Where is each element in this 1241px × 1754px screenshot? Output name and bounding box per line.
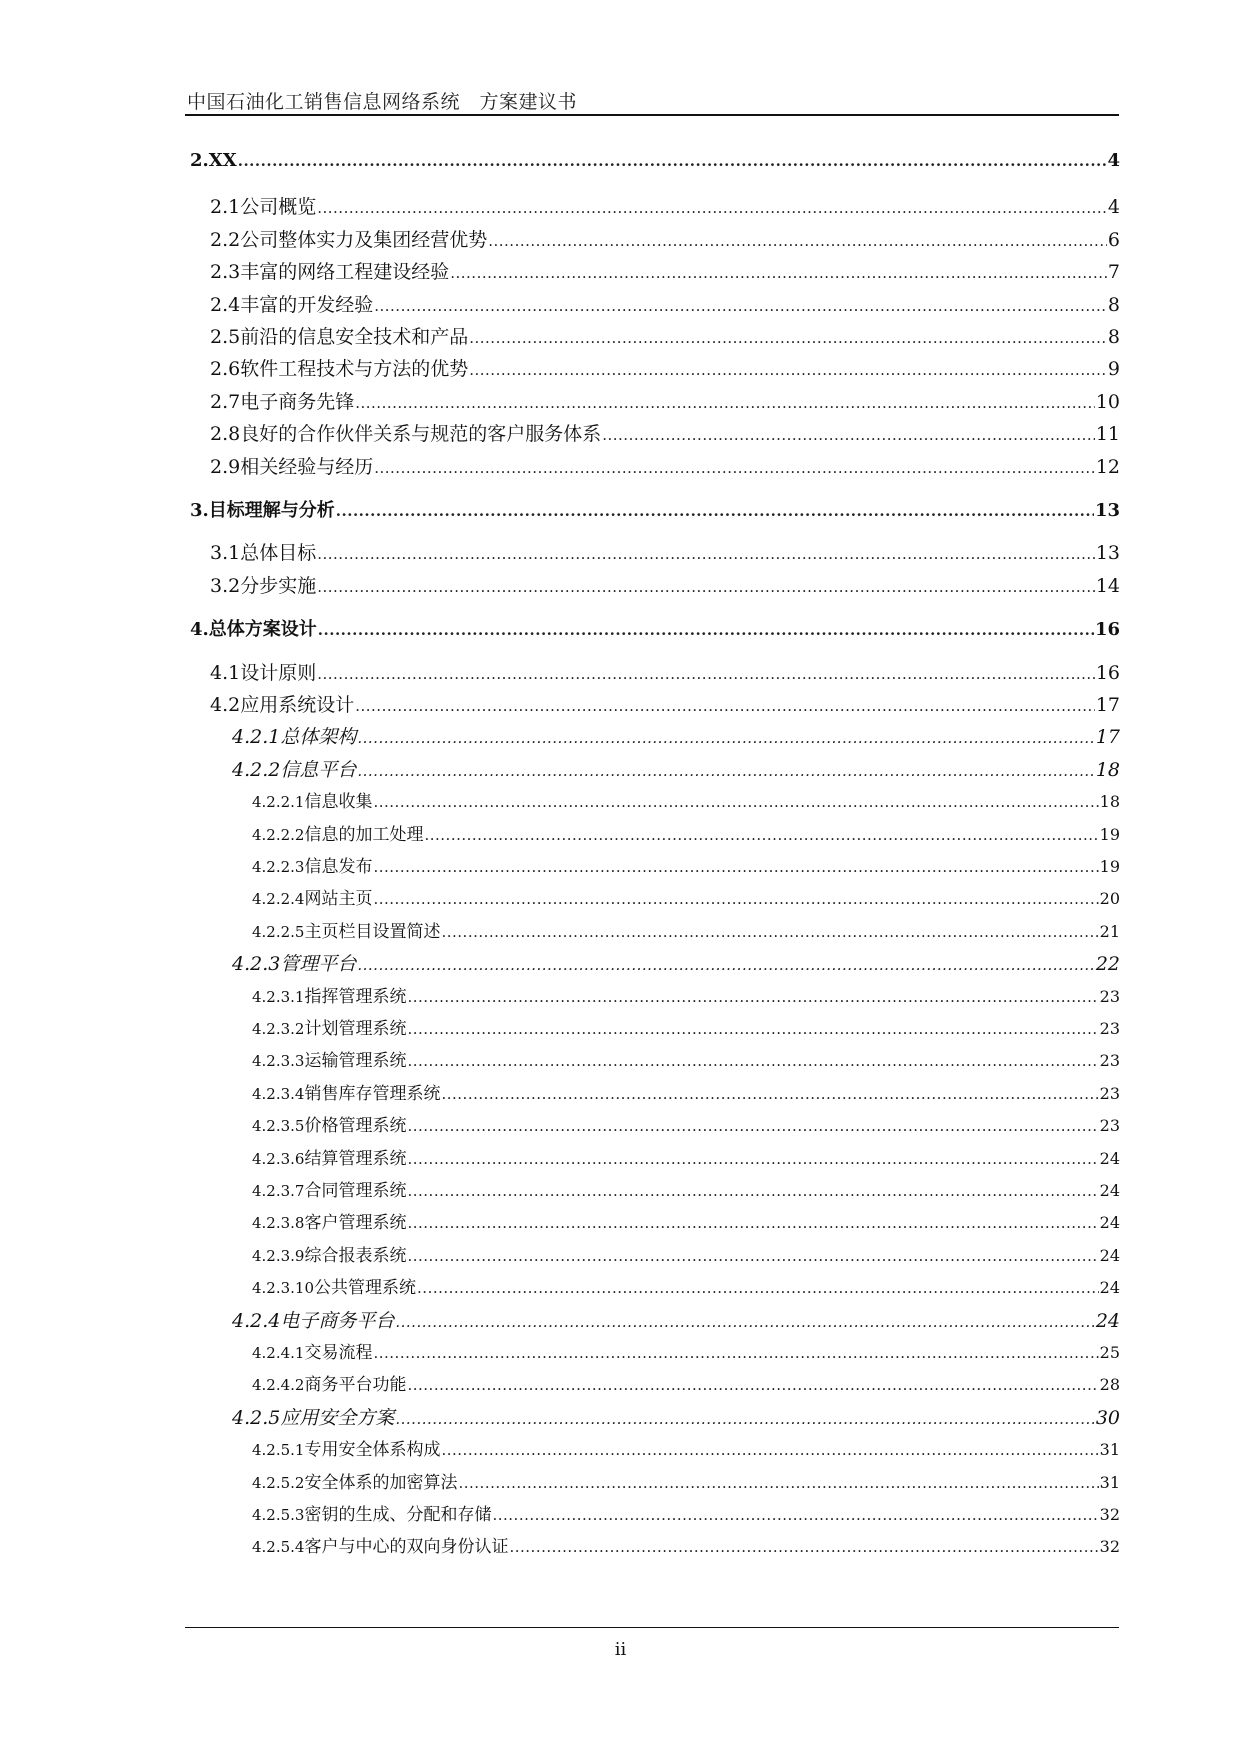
toc-entry-number: 4.2.3 xyxy=(232,953,281,975)
toc-entry-title: 总体架构 xyxy=(280,726,357,748)
toc-entry-page: 8 xyxy=(1107,326,1120,348)
toc-entry-page: 19 xyxy=(1099,825,1120,844)
toc-entry[interactable] xyxy=(232,1306,1120,1332)
toc-entry-number: 4.2.5.3 xyxy=(252,1506,305,1524)
toc-entry-number: 4.2.2.4 xyxy=(252,890,305,908)
toc-dot-leader xyxy=(602,426,1095,444)
toc-entry-page: 18 xyxy=(1095,759,1120,781)
toc-entry-number: 4.2.2 xyxy=(232,759,281,781)
toc-entry-page: 32 xyxy=(1099,1537,1120,1556)
toc-entry-page: 11 xyxy=(1095,423,1120,445)
toc-entry-title: 专用安全体系构成 xyxy=(304,1440,441,1460)
toc-entry-number: 4.2.1 xyxy=(232,726,281,748)
toc-dot-leader xyxy=(317,545,1095,563)
page-number: ii xyxy=(614,1639,627,1660)
toc-entry-page: 24 xyxy=(1099,1149,1120,1168)
toc-dot-leader xyxy=(357,729,1094,747)
toc-entry-title: 目标理解与分析 xyxy=(208,500,335,521)
toc-entry-title: 商务平台功能 xyxy=(304,1375,407,1395)
toc-entry-number: 2.7 xyxy=(210,391,241,413)
toc-entry[interactable] xyxy=(252,1111,1120,1137)
running-header: 中国石油化工销售信息网络系统 方案建议书 xyxy=(187,91,578,113)
toc-entry-page: 19 xyxy=(1099,857,1120,876)
toc-entry[interactable] xyxy=(210,192,1120,218)
toc-entry-title: 综合报表系统 xyxy=(304,1246,407,1266)
toc-entry-page: 4 xyxy=(1107,196,1120,218)
toc-entry-title: 应用系统设计 xyxy=(240,694,355,716)
toc-entry-number: 4.2.3.1 xyxy=(252,988,305,1006)
toc-entry-page: 24 xyxy=(1099,1278,1120,1297)
toc-entry[interactable] xyxy=(252,1014,1120,1040)
toc-entry-number: 2.8 xyxy=(210,423,241,445)
toc-entry-title: 相关经验与经历 xyxy=(240,456,374,478)
footer-rule xyxy=(185,1627,1119,1628)
toc-entry-title: 计划管理系统 xyxy=(304,1019,407,1039)
toc-entry[interactable] xyxy=(210,387,1120,413)
toc-entry-page: 31 xyxy=(1099,1440,1120,1459)
toc-dot-leader xyxy=(317,665,1095,683)
toc-entry-number: 2.4 xyxy=(210,294,241,316)
toc-entry-number: 3.2 xyxy=(210,575,241,597)
toc-entry-number: 4.2 xyxy=(210,694,241,716)
toc-entry[interactable] xyxy=(252,1176,1120,1202)
toc-entry-page: 18 xyxy=(1099,792,1120,811)
toc-dot-leader xyxy=(441,1441,1098,1459)
toc-entry[interactable] xyxy=(210,257,1120,283)
toc-entry-title: 丰富的网络工程建设经验 xyxy=(240,261,450,283)
toc-entry-page: 32 xyxy=(1099,1505,1120,1524)
toc-entry-number: 4.1 xyxy=(210,662,241,684)
toc-entry-title: 应用安全方案 xyxy=(280,1407,395,1429)
toc-entry-title: 安全体系的加密算法 xyxy=(304,1473,458,1493)
toc-entry[interactable] xyxy=(210,538,1120,564)
toc-dot-leader xyxy=(407,1117,1098,1135)
toc-entry[interactable] xyxy=(252,884,1120,910)
toc-entry-number: 4.2.5.4 xyxy=(252,1538,305,1556)
toc-entry-title: 前沿的信息安全技术和产品 xyxy=(240,326,469,348)
toc-dot-leader xyxy=(441,923,1098,941)
toc-entry[interactable] xyxy=(210,322,1120,348)
toc-entry[interactable] xyxy=(252,982,1120,1008)
toc-entry[interactable] xyxy=(252,1500,1120,1526)
toc-dot-leader xyxy=(374,297,1107,315)
toc-entry-number: 2.6 xyxy=(210,358,241,380)
toc-entry[interactable] xyxy=(252,1468,1120,1494)
toc-entry-number: 4.2.4.1 xyxy=(252,1344,305,1362)
toc-dot-leader xyxy=(407,1052,1098,1070)
toc-entry-page: 23 xyxy=(1099,1051,1120,1070)
toc-entry-number: 4.2.5 xyxy=(232,1407,281,1429)
toc-dot-leader xyxy=(469,329,1107,347)
toc-dot-leader xyxy=(317,199,1107,217)
toc-entry-page: 10 xyxy=(1095,391,1120,413)
toc-dot-leader xyxy=(357,762,1094,780)
toc-entry-page: 13 xyxy=(1094,500,1120,521)
toc-dot-leader xyxy=(238,152,1107,170)
toc-entry[interactable] xyxy=(210,290,1120,316)
toc-entry-page: 28 xyxy=(1099,1375,1120,1394)
toc-dot-leader xyxy=(407,1150,1098,1168)
toc-entry-title: 管理平台 xyxy=(280,953,357,975)
toc-entry-title: 软件工程技术与方法的优势 xyxy=(240,358,469,380)
toc-dot-leader xyxy=(509,1538,1098,1556)
toc-dot-leader xyxy=(336,502,1094,520)
toc-entry-title: 公司概览 xyxy=(240,196,317,218)
toc-entry-number: 4.2.3.10 xyxy=(252,1279,315,1297)
toc-entry-title: XX xyxy=(208,150,237,171)
toc-dot-leader xyxy=(355,394,1095,412)
toc-entry-page: 22 xyxy=(1095,953,1120,975)
toc-entry-page: 4 xyxy=(1107,150,1120,171)
toc-dot-leader xyxy=(355,697,1095,715)
toc-entry-title: 总体目标 xyxy=(240,542,317,564)
toc-entry-number: 4.2.3.7 xyxy=(252,1182,305,1200)
toc-entry[interactable] xyxy=(210,419,1120,445)
toc-entry-title: 主页栏目设置简述 xyxy=(304,922,441,942)
toc-entry-title: 信息的加工处理 xyxy=(304,825,424,845)
toc-entry-number: 4.2.3.8 xyxy=(252,1214,305,1232)
toc-entry-number: 4.2.3.9 xyxy=(252,1247,305,1265)
toc-entry-title: 信息平台 xyxy=(280,759,357,781)
toc-entry-title: 公共管理系统 xyxy=(314,1278,417,1298)
toc-entry[interactable] xyxy=(252,820,1120,846)
toc-dot-leader xyxy=(424,826,1098,844)
toc-entry-title: 结算管理系统 xyxy=(304,1149,407,1169)
toc-entry-page: 16 xyxy=(1095,662,1120,684)
toc-entry[interactable] xyxy=(190,150,1120,176)
toc-entry-number: 2.1 xyxy=(210,196,241,218)
toc-entry-number: 3. xyxy=(190,500,209,521)
toc-dot-leader xyxy=(469,361,1107,379)
toc-entry-page: 24 xyxy=(1099,1181,1120,1200)
toc-entry-title: 电子商务先锋 xyxy=(240,391,355,413)
toc-entry[interactable] xyxy=(210,658,1120,684)
toc-dot-leader xyxy=(373,858,1098,876)
toc-entry-page: 9 xyxy=(1107,358,1120,380)
toc-entry-page: 30 xyxy=(1095,1407,1120,1429)
toc-entry-number: 4.2.3.6 xyxy=(252,1150,305,1168)
toc-entry-title: 信息收集 xyxy=(304,792,373,812)
toc-entry-number: 4.2.3.2 xyxy=(252,1020,305,1038)
toc-entry-title: 总体方案设计 xyxy=(208,619,317,640)
toc-entry-title: 电子商务平台 xyxy=(280,1310,395,1332)
toc-entry-page: 7 xyxy=(1107,261,1120,283)
toc-entry[interactable] xyxy=(252,1241,1120,1267)
toc-entry[interactable] xyxy=(232,722,1120,748)
toc-dot-leader xyxy=(450,264,1107,282)
toc-entry-page: 13 xyxy=(1095,542,1120,564)
toc-entry[interactable] xyxy=(252,1144,1120,1170)
toc-dot-leader xyxy=(407,988,1098,1006)
toc-entry-page: 16 xyxy=(1094,619,1120,640)
toc-dot-leader xyxy=(458,1474,1098,1492)
toc-entry-number: 4.2.3.3 xyxy=(252,1052,305,1070)
toc-entry-title: 客户管理系统 xyxy=(304,1213,407,1233)
toc-entry-number: 4.2.3.4 xyxy=(252,1085,305,1103)
toc-entry-title: 分步实施 xyxy=(240,575,317,597)
toc-entry[interactable] xyxy=(210,571,1120,597)
toc-dot-leader xyxy=(417,1279,1099,1297)
toc-entry-title: 公司整体实力及集团经营优势 xyxy=(240,229,488,251)
toc-entry-title: 指挥管理系统 xyxy=(304,987,407,1007)
toc-entry-number: 4.2.2.2 xyxy=(252,826,305,844)
toc-entry-page: 20 xyxy=(1099,889,1120,908)
toc-entry-number: 4.2.4 xyxy=(232,1310,281,1332)
toc-entry[interactable] xyxy=(252,1338,1120,1364)
toc-entry-number: 4.2.2.5 xyxy=(252,923,305,941)
toc-entry-page: 8 xyxy=(1107,294,1120,316)
toc-entry-title: 合同管理系统 xyxy=(304,1181,407,1201)
toc-entry[interactable] xyxy=(232,1403,1120,1429)
toc-entry[interactable] xyxy=(232,949,1120,975)
toc-entry[interactable] xyxy=(252,1079,1120,1105)
header-rule xyxy=(185,114,1119,116)
toc-entry[interactable] xyxy=(210,690,1120,716)
toc-entry[interactable] xyxy=(252,1046,1120,1072)
toc-entry[interactable] xyxy=(252,1435,1120,1461)
toc-entry-number: 2.5 xyxy=(210,326,241,348)
toc-entry-page: 12 xyxy=(1095,456,1120,478)
toc-entry-title: 信息发布 xyxy=(304,857,373,877)
toc-entry-title: 密钥的生成、分配和存储 xyxy=(304,1505,492,1525)
toc-entry-page: 24 xyxy=(1099,1213,1120,1232)
toc-entry-number: 4.2.5.2 xyxy=(252,1474,305,1492)
toc-dot-leader xyxy=(318,621,1094,639)
toc-entry-title: 设计原则 xyxy=(240,662,317,684)
toc-entry-title: 丰富的开发经验 xyxy=(240,294,374,316)
toc-entry-title: 交易流程 xyxy=(304,1343,373,1363)
toc-entry[interactable] xyxy=(252,1532,1120,1558)
toc-dot-leader xyxy=(407,1020,1098,1038)
toc-entry-number: 4.2.3.5 xyxy=(252,1117,305,1135)
toc-entry-page: 17 xyxy=(1095,694,1120,716)
toc-entry-page: 6 xyxy=(1107,229,1120,251)
toc-dot-leader xyxy=(488,232,1107,250)
toc-dot-leader xyxy=(357,956,1094,974)
toc-entry[interactable] xyxy=(252,1370,1120,1396)
toc-entry[interactable] xyxy=(210,354,1120,380)
toc-dot-leader xyxy=(373,793,1098,811)
toc-entry-page: 24 xyxy=(1099,1246,1120,1265)
toc-entry-page: 23 xyxy=(1099,1116,1120,1135)
toc-entry-page: 14 xyxy=(1095,575,1120,597)
toc-entry[interactable] xyxy=(232,755,1120,781)
toc-entry-page: 25 xyxy=(1099,1343,1120,1362)
toc-entry[interactable] xyxy=(210,452,1120,478)
toc-dot-leader xyxy=(317,578,1095,596)
toc-entry[interactable] xyxy=(190,615,1120,641)
toc-entry-title: 网站主页 xyxy=(304,889,373,909)
toc-entry-number: 4.2.2.1 xyxy=(252,793,305,811)
toc-entry-page: 24 xyxy=(1095,1310,1120,1332)
toc-dot-leader xyxy=(441,1085,1098,1103)
toc-entry-title: 运输管理系统 xyxy=(304,1051,407,1071)
toc-entry-title: 价格管理系统 xyxy=(304,1116,407,1136)
toc-entry-number: 2. xyxy=(190,150,209,171)
toc-entry-number: 2.9 xyxy=(210,456,241,478)
toc-entry[interactable] xyxy=(252,917,1120,943)
toc-entry-title: 良好的合作伙伴关系与规范的客户服务体系 xyxy=(240,423,602,445)
toc-dot-leader xyxy=(395,1410,1094,1428)
toc-entry-page: 23 xyxy=(1099,1019,1120,1038)
toc-entry-number: 4.2.4.2 xyxy=(252,1376,305,1394)
toc-entry[interactable] xyxy=(252,852,1120,878)
toc-entry[interactable] xyxy=(210,225,1120,251)
toc-entry-title: 客户与中心的双向身份认证 xyxy=(304,1537,509,1557)
toc-dot-leader xyxy=(373,890,1098,908)
toc-entry[interactable] xyxy=(252,1273,1120,1299)
toc-entry-number: 4. xyxy=(190,619,209,640)
toc-entry-page: 31 xyxy=(1099,1473,1120,1492)
toc-entry-number: 3.1 xyxy=(210,542,241,564)
toc-entry[interactable] xyxy=(252,787,1120,813)
toc-dot-leader xyxy=(374,459,1095,477)
toc-entry-number: 2.2 xyxy=(210,229,241,251)
toc-entry-page: 21 xyxy=(1099,922,1120,941)
toc-entry-number: 4.2.2.3 xyxy=(252,858,305,876)
toc-entry-page: 23 xyxy=(1099,987,1120,1006)
toc-dot-leader xyxy=(373,1344,1098,1362)
toc-dot-leader xyxy=(407,1376,1098,1394)
toc-entry[interactable] xyxy=(252,1208,1120,1234)
toc-dot-leader xyxy=(407,1214,1098,1232)
toc-dot-leader xyxy=(492,1506,1098,1524)
toc-entry-page: 23 xyxy=(1099,1084,1120,1103)
toc-entry-number: 4.2.5.1 xyxy=(252,1441,305,1459)
toc-entry-title: 销售库存管理系统 xyxy=(304,1084,441,1104)
toc-dot-leader xyxy=(407,1182,1098,1200)
toc-dot-leader xyxy=(395,1313,1094,1331)
toc-entry-number: 2.3 xyxy=(210,261,241,283)
toc-entry[interactable] xyxy=(190,496,1120,522)
toc-dot-leader xyxy=(407,1247,1098,1265)
toc-entry-page: 17 xyxy=(1095,726,1120,748)
